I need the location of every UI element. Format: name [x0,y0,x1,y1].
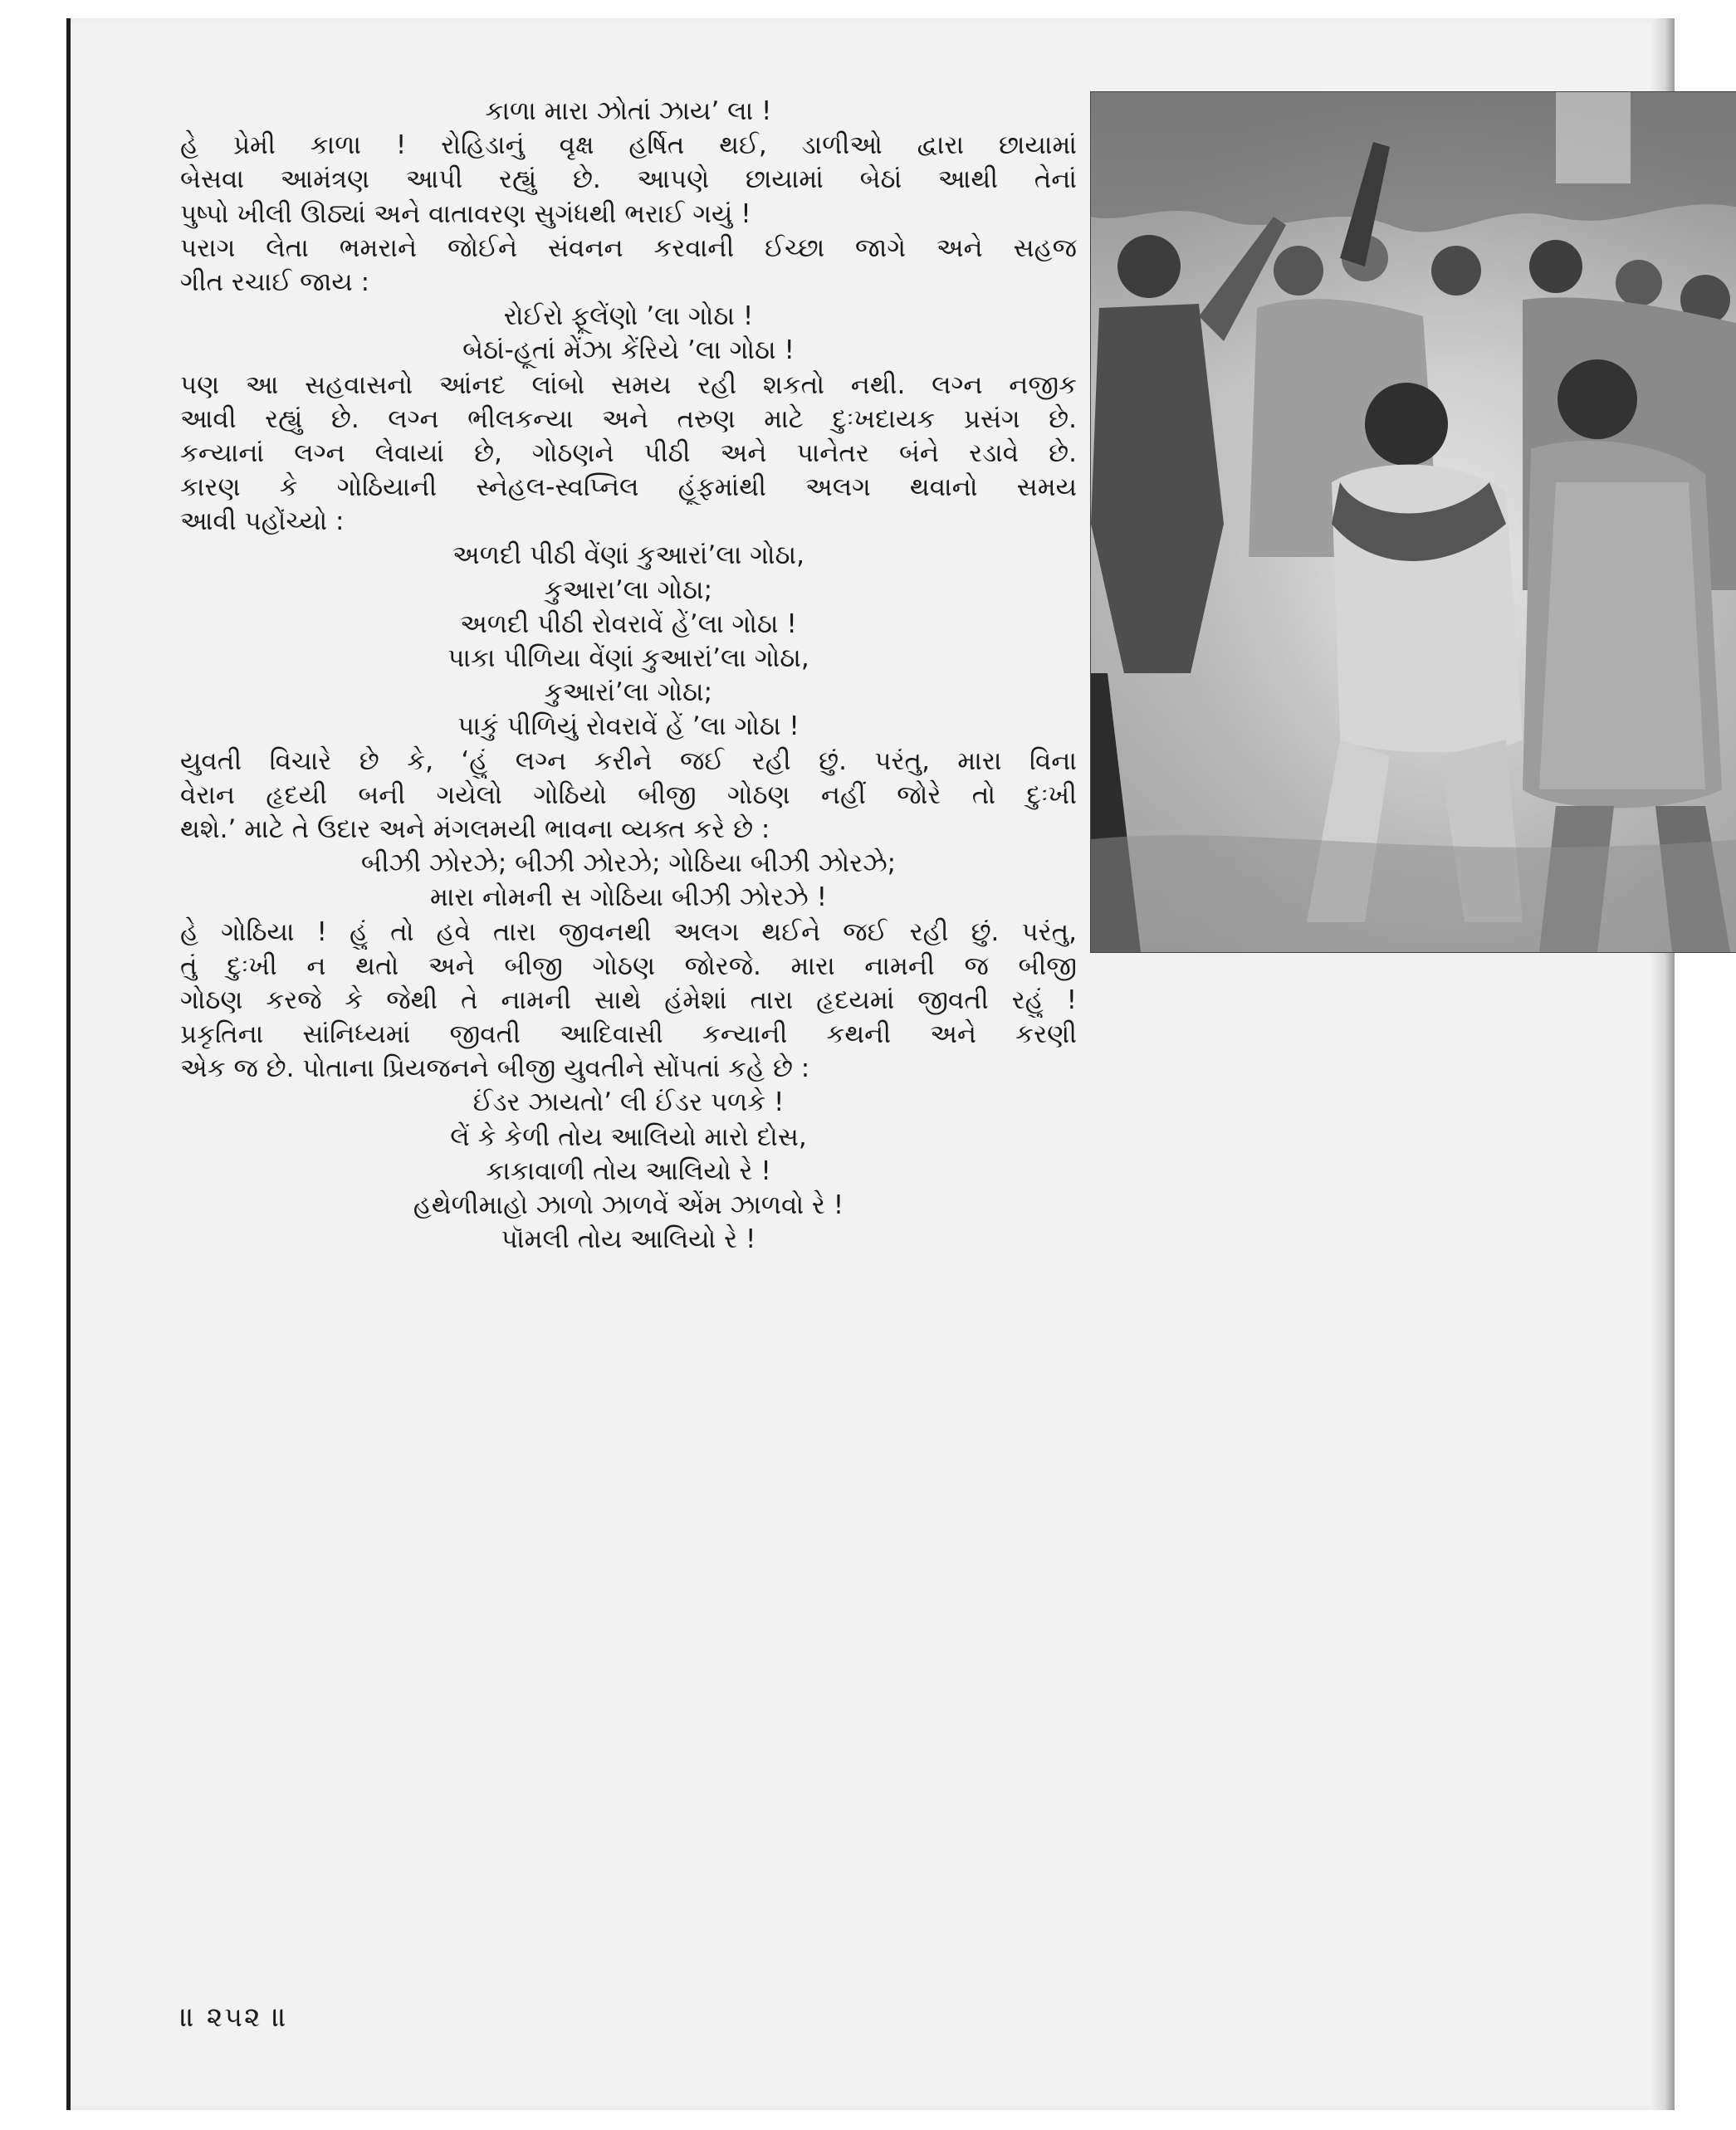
verse-line: અળદી પીઠી વેંણાં કુઆરાં’લા ગોઠા, [452,540,805,571]
paragraph-line: આવી પહોંચ્યો : [180,506,345,537]
verse-line: બેઠાં-હૂતાં મેંઝા કેંરિયે ’લા ગોઠા ! [462,335,795,366]
verse-line: પાકું પીળિયું રોવરાવેં હેં ’લા ગોઠા ! [457,711,800,742]
paragraph-line: યુવતી વિચારે છે કે, ‘હું લગ્ન કરીને જઈ રહી છું. પરંતુ, મારા વિના [180,745,1077,776]
paragraph-line: હે ગોઠિયા ! હું તો હવે તારા જીવનથી અલગ થઈને જઈ રહી છું. પરંતુ, [180,916,1077,947]
verse-line: બીઝી ઝોરઝે; બીઝી ઝોરઝે; ગોઠિયા બીઝી ઝોરઝે; [360,848,897,879]
paragraph-line: વેરાન હૃદયી બની ગયેલો ગોઠિયો બીજી ગોઠણ નહીં જોરે તો દુઃખી [180,779,1077,810]
verse-line: પાકા પીળિયા વેંણાં કુઆરાં’લા ગોઠા, [447,643,809,673]
paragraph-line: થશે.’ માટે તે ઉદાર અને મંગલમયી ભાવના વ્યક્ત કરે છે : [180,813,770,844]
book-page [66,18,1675,2110]
verse-line: અળદી પીઠી રોવરાવેં હેં’લા ગોઠા ! [460,608,797,639]
verse-line: મારા નોમની સ ગોઠિયા બીઝી ઝોરઝે ! [430,882,827,913]
verse-line: લેં કે કેળી તોય આલિયો મારો દોસ, [450,1121,807,1152]
paragraph-line: બેસવા આમંત્રણ આપી રહ્યું છે. આપણે છાયામાં બેઠાં આથી તેનાં [180,164,1077,195]
verse-line: કાળા મારા ઝોતાં ઝાય’ લા ! [485,96,772,126]
paragraph-line: ગીત રચાઈ જાય : [180,266,370,297]
paragraph-line: એક જ છે. પોતાના પ્રિયજનને બીજી યુવતીને સોંપતાં કહે છે : [180,1053,810,1084]
paragraph-line: હે પ્રેમી કાળા ! રોહિડાનું વૃક્ષ હર્ષિત થઈ, ડાળીઓ દ્વારા છાયામાં [180,130,1077,161]
paragraph-line: પુષ્પો ખીલી ઊઠ્યાં અને વાતાવરણ સુગંધથી ભરાઈ ગયું ! [180,198,751,229]
paragraph-line: આવી રહ્યું છે. લગ્ન ભીલકન્યા અને તરુણ માટે દુઃખદાયક પ્રસંગ છે. [180,403,1077,434]
verse-line: કાકાવાળી તોય આલિયો રે ! [486,1155,771,1186]
paragraph-line: પરાગ લેતા ભમરાને જોઈને સંવનન કરવાની ઈચ્છા જાગે અને સહજ [180,232,1077,263]
page-number: ॥ ૨૫૨ ॥ [180,2001,289,2033]
verse-line: રોઈરો ફૂલેંણો ’લા ગોઠા ! [503,301,754,332]
paragraph-line: પણ આ સહવાસનો આંનદ લાંબો સમય રહી શકતો નથી. લગ્ન નજીક [180,369,1077,400]
paragraph-line: ગોઠણ કરજે કે જેથી તે નામની સાથે હંમેશાં તારા હૃદયમાં જીવતી રહું ! [180,984,1077,1015]
paragraph-line: પ્રકૃતિના સાંનિધ્યમાં જીવતી આદિવાસી કન્યાની કથની અને કરણી [180,1019,1077,1050]
paragraph-line: કારણ કે ગોઠિયાની સ્નેહલ-સ્વપ્નિલ હૂંફમાંથી અલગ થવાનો સમય [180,472,1077,503]
verse-line: હથેળીમાહો ઝાળો ઝાળવેં એંમ ઝાળવો રે ! [413,1190,844,1220]
verse-line: કુઆરાં’લા ગોઠા; [544,677,713,708]
dancers-photo [1090,91,1736,953]
verse-line: ઈંડર ઝાયતો’ લી ઈંડર પળકે ! [472,1087,785,1118]
verse-line: પૉમલી તોય આલિયો રે ! [501,1224,756,1255]
verse-line: કુઆરા’લા ગોઠા; [544,574,713,605]
paragraph-line: કન્યાનાં લગ્ન લેવાયાં છે, ગોઠણને પીઠી અને પાનેતર બંને રડાવે છે. [180,437,1077,468]
body-text [180,95,1077,1257]
paragraph-line: તું દુઃખી ન થતો અને બીજી ગોઠણ જોરજે. મારા નામની જ બીજી [180,950,1077,981]
